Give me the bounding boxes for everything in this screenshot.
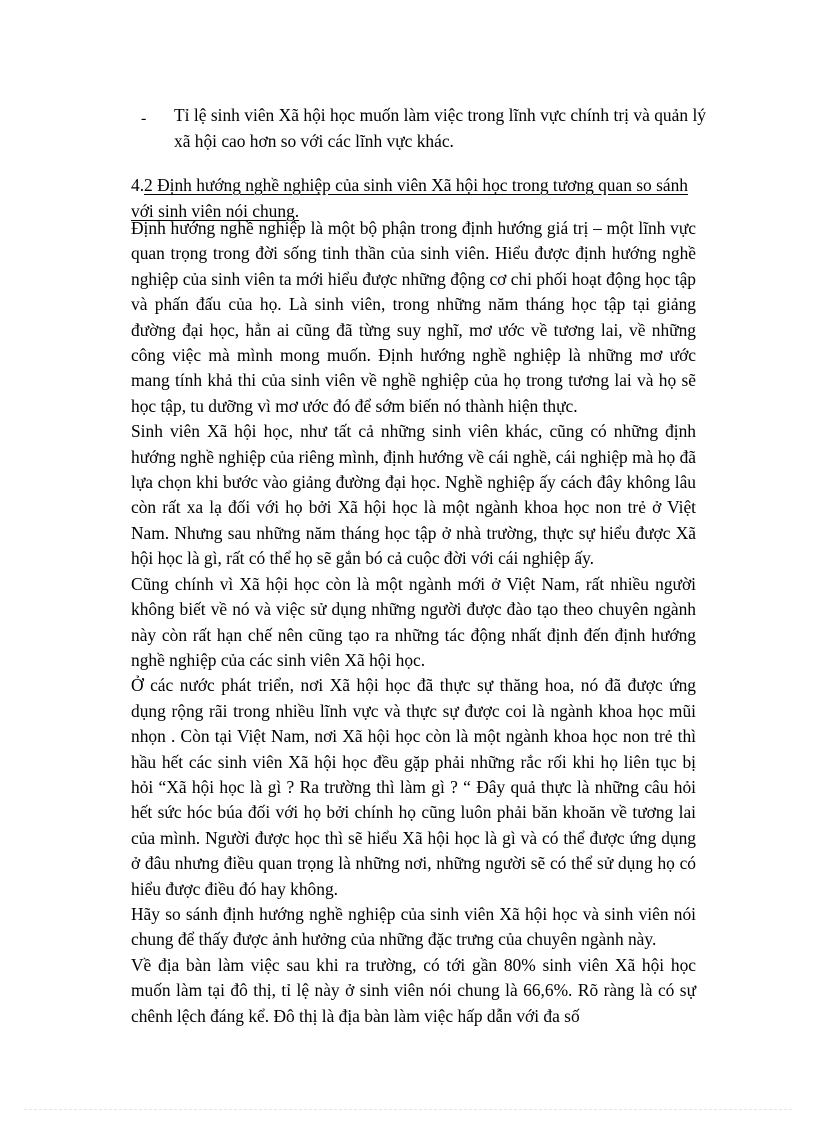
bullet-dash: -: [141, 110, 147, 127]
paragraph-4: Ở các nước phát triển, nơi Xã hội học đã thực sự thăng hoa, nó đã được ứng dụng rộng rãi trong nhiều lĩnh vực và thực sự được coi là ngành khoa học mũi nhọn . Còn tại Việt Nam, nơi Xã hội học còn là một ngành khoa học non trẻ thì hầu hết các sinh viên Xã hội học đều gặp phải những rắc rối khi họ liên tục bị hỏi “Xã hội học là gì ? Ra trường thì làm gì ? “ Đây quả thực là những câu hỏi hết sức hóc búa đối với họ bởi chính họ cũng luôn phải băn khoăn về tương lai của mình. Người được học thì sẽ hiểu Xã hội học là gì và có thể được ứng dụng ở đâu nhưng điều quan trọng là những nơi, những người sẽ có thể sử dụng họ có hiểu được điều đó hay không.: [131, 675, 696, 899]
body-text: [131, 216, 696, 1029]
paragraph-1: Định hướng nghề nghiệp là một bộ phận trong định hướng giá trị – một lĩnh vực quan trọng trong đời sống tinh thần của sinh viên. Hiểu được định hướng nghề nghiệp của sinh viên ta mới hiểu được những động cơ chi phối hoạt động học tập và phấn đấu của họ. Là sinh viên, trong những năm tháng học tập tại giảng đường đại học, hẳn ai cũng đã từng suy nghĩ, mơ ước về tương lai, về những công việc mà mình mong muốn. Định hướng nghề nghiệp là những mơ ước mang tính khả thi của sinh viên về nghề nghiệp của họ trong tương lai và họ sẽ học tập, tu dưỡng vì mơ ước đó để sớm biến nó thành hiện thực.: [131, 218, 696, 416]
paragraph-3: Cũng chính vì Xã hội học còn là một ngành mới ở Việt Nam, rất nhiều người không biết về nó và việc sử dụng những người được đào tạo theo chuyên ngành này còn rất hạn chế nên cũng tạo ra những tác động nhất định đến định hướng nghề nghiệp của các sinh viên Xã hội học.: [131, 573, 696, 670]
section-number: 4.: [131, 175, 145, 195]
paragraph-6: Về địa bàn làm việc sau khi ra trường, có tới gần 80% sinh viên Xã hội học muốn làm tại đô thị, tỉ lệ này ở sinh viên nói chung là 66,6%. Rõ ràng là có sự chênh lệch đáng kể. Đô thị là địa bàn làm việc hấp dẫn với đa số: [131, 954, 696, 1026]
bullet-text: Tỉ lệ sinh viên Xã hội học muốn làm việc trong lĩnh vực chính trị và quản lý xã hội cao hơn so với các lĩnh vực khác.: [174, 105, 706, 151]
paragraph-5: Hãy so sánh định hướng nghề nghiệp của sinh viên Xã hội học và sinh viên nói chung để thấy được ảnh hưởng của những đặc trưng của chuyên ngành này.: [131, 903, 696, 950]
paragraph-2: Sinh viên Xã hội học, như tất cả những sinh viên khác, cũng có những định hướng nghề nghiệp của riêng mình, định hướng về cái nghề, cái nghiệp mà họ đã lựa chọn khi bước vào giảng đường đại học. Nghề nghiệp ấy cách đây không lâu còn rất xa lạ đối với họ bởi Xã hội học là một ngành khoa học non trẻ ở Việt Nam. Nhưng sau những năm tháng học tập ở nhà trường, thực sự hiểu được Xã hội học là gì, rất có thể họ sẽ gắn bó cả cuộc đời với cái nghiệp ấy.: [131, 421, 696, 569]
section-title: 2 Định hướng nghề nghiệp của sinh viên Xã hội học trong tương quan so sánh với sinh viên nói chung.: [131, 175, 688, 221]
page-bottom-divider: [24, 1109, 792, 1110]
